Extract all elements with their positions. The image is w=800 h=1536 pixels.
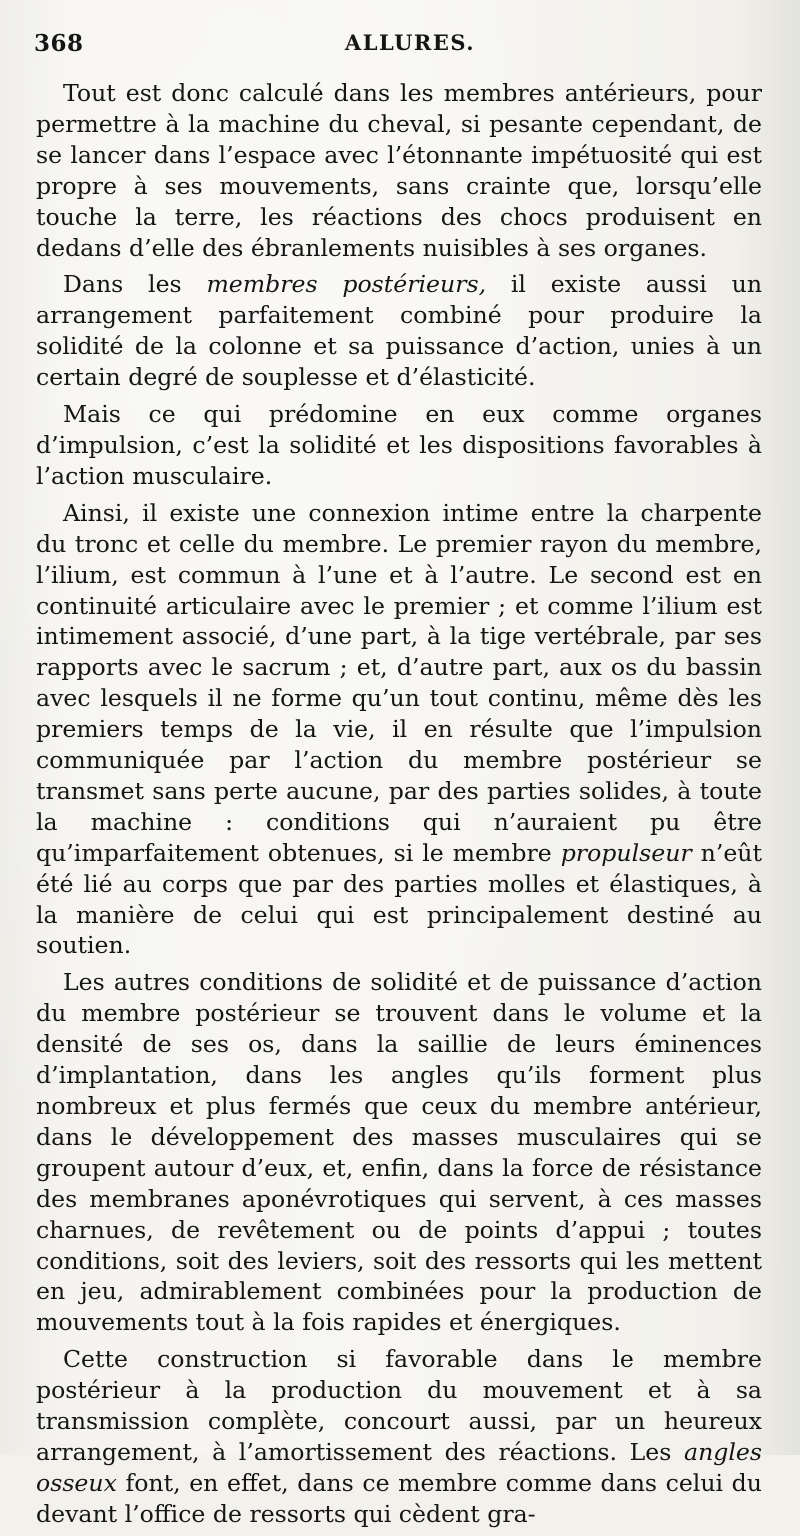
page-number: 368 bbox=[34, 30, 84, 57]
body-text bbox=[36, 78, 762, 1536]
paragraph-text: font, en effet, dans ce membre comme dans celui du devant l’office de ressorts qui cèdent gra- bbox=[36, 1468, 762, 1528]
italic-term: propulseur bbox=[560, 838, 692, 867]
paragraph-1 bbox=[36, 78, 762, 263]
paragraph-6 bbox=[36, 1344, 762, 1529]
paragraph-text: il existe aussi un arrangement parfaitement combiné pour produire la solidité de la colonne et sa puissance d’action, unies à un certain degré de souplesse et d’élasticité. bbox=[36, 270, 763, 392]
paragraph-2 bbox=[36, 269, 762, 393]
paragraph-4 bbox=[36, 498, 762, 962]
italic-term: membres postérieurs, bbox=[206, 270, 487, 299]
page-header bbox=[34, 30, 766, 66]
paragraph-text: Tout est donc calculé dans les membres antérieurs, pour permettre à la machine du cheval, si pesante cependant, de se lancer dans l’espace avec l’étonnante impétuosité qui est propre à ses mouvements, sans crainte que, lorsqu’elle touche la terre, les réactions des chocs produisent en dedans d’elle des ébranlements nuisibles à ses organes. bbox=[36, 79, 762, 262]
paragraph-text: Mais ce qui prédomine en eux comme organes d’impulsion, c’est la solidité et les dispositions favorables à l’action musculaire. bbox=[36, 400, 762, 490]
paragraph-text: Les autres conditions de solidité et de puissance d’action du membre postérieur se trouvent dans le volume et la densité de ses os, dans la saillie de leurs éminences d’implantation, dans les angles qu’ils forment plus nombreux et plus fermés que ceux du membre antérieur, dans le développement des masses musculaires qui se groupent autour d’eux, et, enfin, dans la force de résistance des membranes aponévrotiques qui servent, à ces masses charnues, de revêtement ou de points d’appui ; toutes conditions, soit des leviers, soit des ressorts qui les mettent en jeu, admirablement combinées pour la production de mouvements tout à la fois rapides et énergiques. bbox=[36, 968, 762, 1337]
paragraph-3 bbox=[36, 399, 762, 492]
paragraph-5 bbox=[36, 967, 762, 1338]
paragraph-text: n’eût été lié au corps que par des parties molles et élastiques, à la manière de celui qui est principalement destiné au soutien. bbox=[36, 838, 762, 960]
paragraph-text: Cette construction si favorable dans le membre postérieur à la production du mouvement et à sa transmission complète, concourt aussi, par un heureux arrangement, à l’amortissement des réactions. Les bbox=[36, 1345, 762, 1466]
running-title: ALLURES. bbox=[344, 30, 476, 55]
paragraph-text: Dans les bbox=[63, 270, 207, 299]
paragraph-text: Ainsi, il existe une connexion intime entre la charpente du tronc et celle du membre. Le premier rayon du membre, l’ilium, est commun à l’une et à l’autre. Le second est en continuité articulaire avec le premier ; et comme l’ilium est intimement associé, d’une part, à la tige vertébrale, par ses rapports avec le sacrum ; et, d’autre part, aux os du bassin avec lesquels il ne forme qu’un tout continu, même dès les premiers temps de la vie, il en résulte que l’impulsion communiquée par l’action du membre postérieur se transmet sans perte aucune, par des parties solides, à toute la machine : conditions qui n’auraient pu être qu’imparfaitement obtenues, si le membre bbox=[36, 498, 762, 867]
italic-term: angles osseux bbox=[36, 1437, 762, 1497]
